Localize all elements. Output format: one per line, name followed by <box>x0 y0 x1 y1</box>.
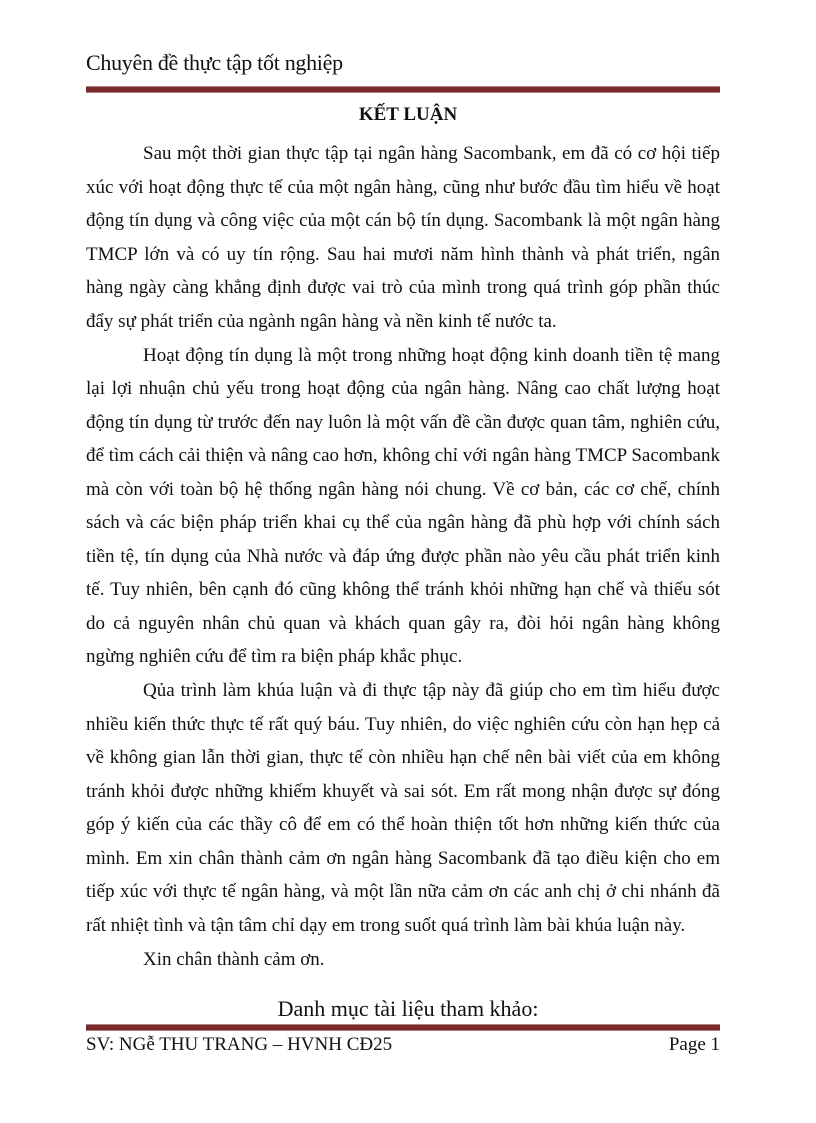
document-body <box>86 137 720 977</box>
footer-rule <box>86 1024 720 1031</box>
footer-author: SV: NGễ THU TRANG – HVNH CĐ25 <box>86 1034 393 1055</box>
paragraph: Qủa trình làm khúa luận và đi thực tập này đã giúp cho em tìm hiểu được nhiều kiến thức thực tế rất quý báu. Tuy nhiên, do việc nghiên cứu còn hạn hẹp cả về không gian lẫn thời gian, thực tế còn nhiều hạn chế nên bài viết của em không tránh khỏi được những khiếm khuyết và sai sót. Em rất mong nhận được sự đóng góp ý kiến của các thầy cô để em có thể hoàn thiện tốt hơn những kiến thức của mình. Em xin chân thành cảm ơn ngân hàng Sacombank đã tạo điều kiện cho em tiếp xúc với thực tế ngân hàng, và một lần nữa cảm ơn các anh chị ở chi nhánh đã rất nhiệt tình và tận tâm chỉ dạy em trong suốt quá trình làm bài khúa luận này. <box>86 680 720 936</box>
references-heading: Danh mục tài liệu tham khảo: <box>277 996 539 1021</box>
page-footer <box>86 1034 720 1056</box>
paragraph: Xin chân thành cảm ơn. <box>143 948 325 970</box>
paragraph: Sau một thời gian thực tập tại ngân hàng Sacombank, em đã có cơ hội tiếp xúc với hoạt động thực tế của một ngân hàng, cũng như bước đầu tìm hiểu về hoạt động tín dụng và công việc của một cán bộ tín dụng. Sacombank là một ngân hàng TMCP lớn và có uy tín rộng. Sau hai mươi năm hình thành và phát triển, ngân hàng ngày càng khẳng định được vai trò của mình trong quá trình góp phần thúc đẩy sự phát triển của ngành ngân hàng và nền kinh tế nước ta. <box>86 143 720 332</box>
page-header-title: Chuyên đề thực tập tốt nghiệp <box>86 50 343 75</box>
header-rule <box>86 86 720 93</box>
page-number: Page 1 <box>668 1034 720 1055</box>
paragraph: Hoạt động tín dụng là một trong những hoạt động kinh doanh tiền tệ mang lại lợi nhuận chủ yếu trong hoạt động của ngân hàng. Nâng cao chất lượng hoạt động tín dụng từ trước đến nay luôn là một vấn đề cần được quan tâm, nghiên cứu, để tìm cách cải thiện và nâng cao hơn, không chỉ với ngân hàng TMCP Sacombank mà còn với toàn bộ hệ thống ngân hàng nói chung. Về cơ bản, các cơ chế, chính sách và các biện pháp triển khai cụ thể của ngân hàng đã phù hợp với chính sách tiền tệ, tín dụng của Nhà nước và đáp ứng được phần nào yêu cầu phát triển kinh tế. Tuy nhiên, bên cạnh đó cũng không thể tránh khỏi những hạn chế và thiếu sót do cả nguyên nhân chủ quan và khách quan gây ra, đòi hỏi ngân hàng không ngừng nghiên cứu để tìm ra biện pháp khắc phục. <box>86 344 720 667</box>
section-heading: KẾT LUẬN <box>358 104 458 125</box>
